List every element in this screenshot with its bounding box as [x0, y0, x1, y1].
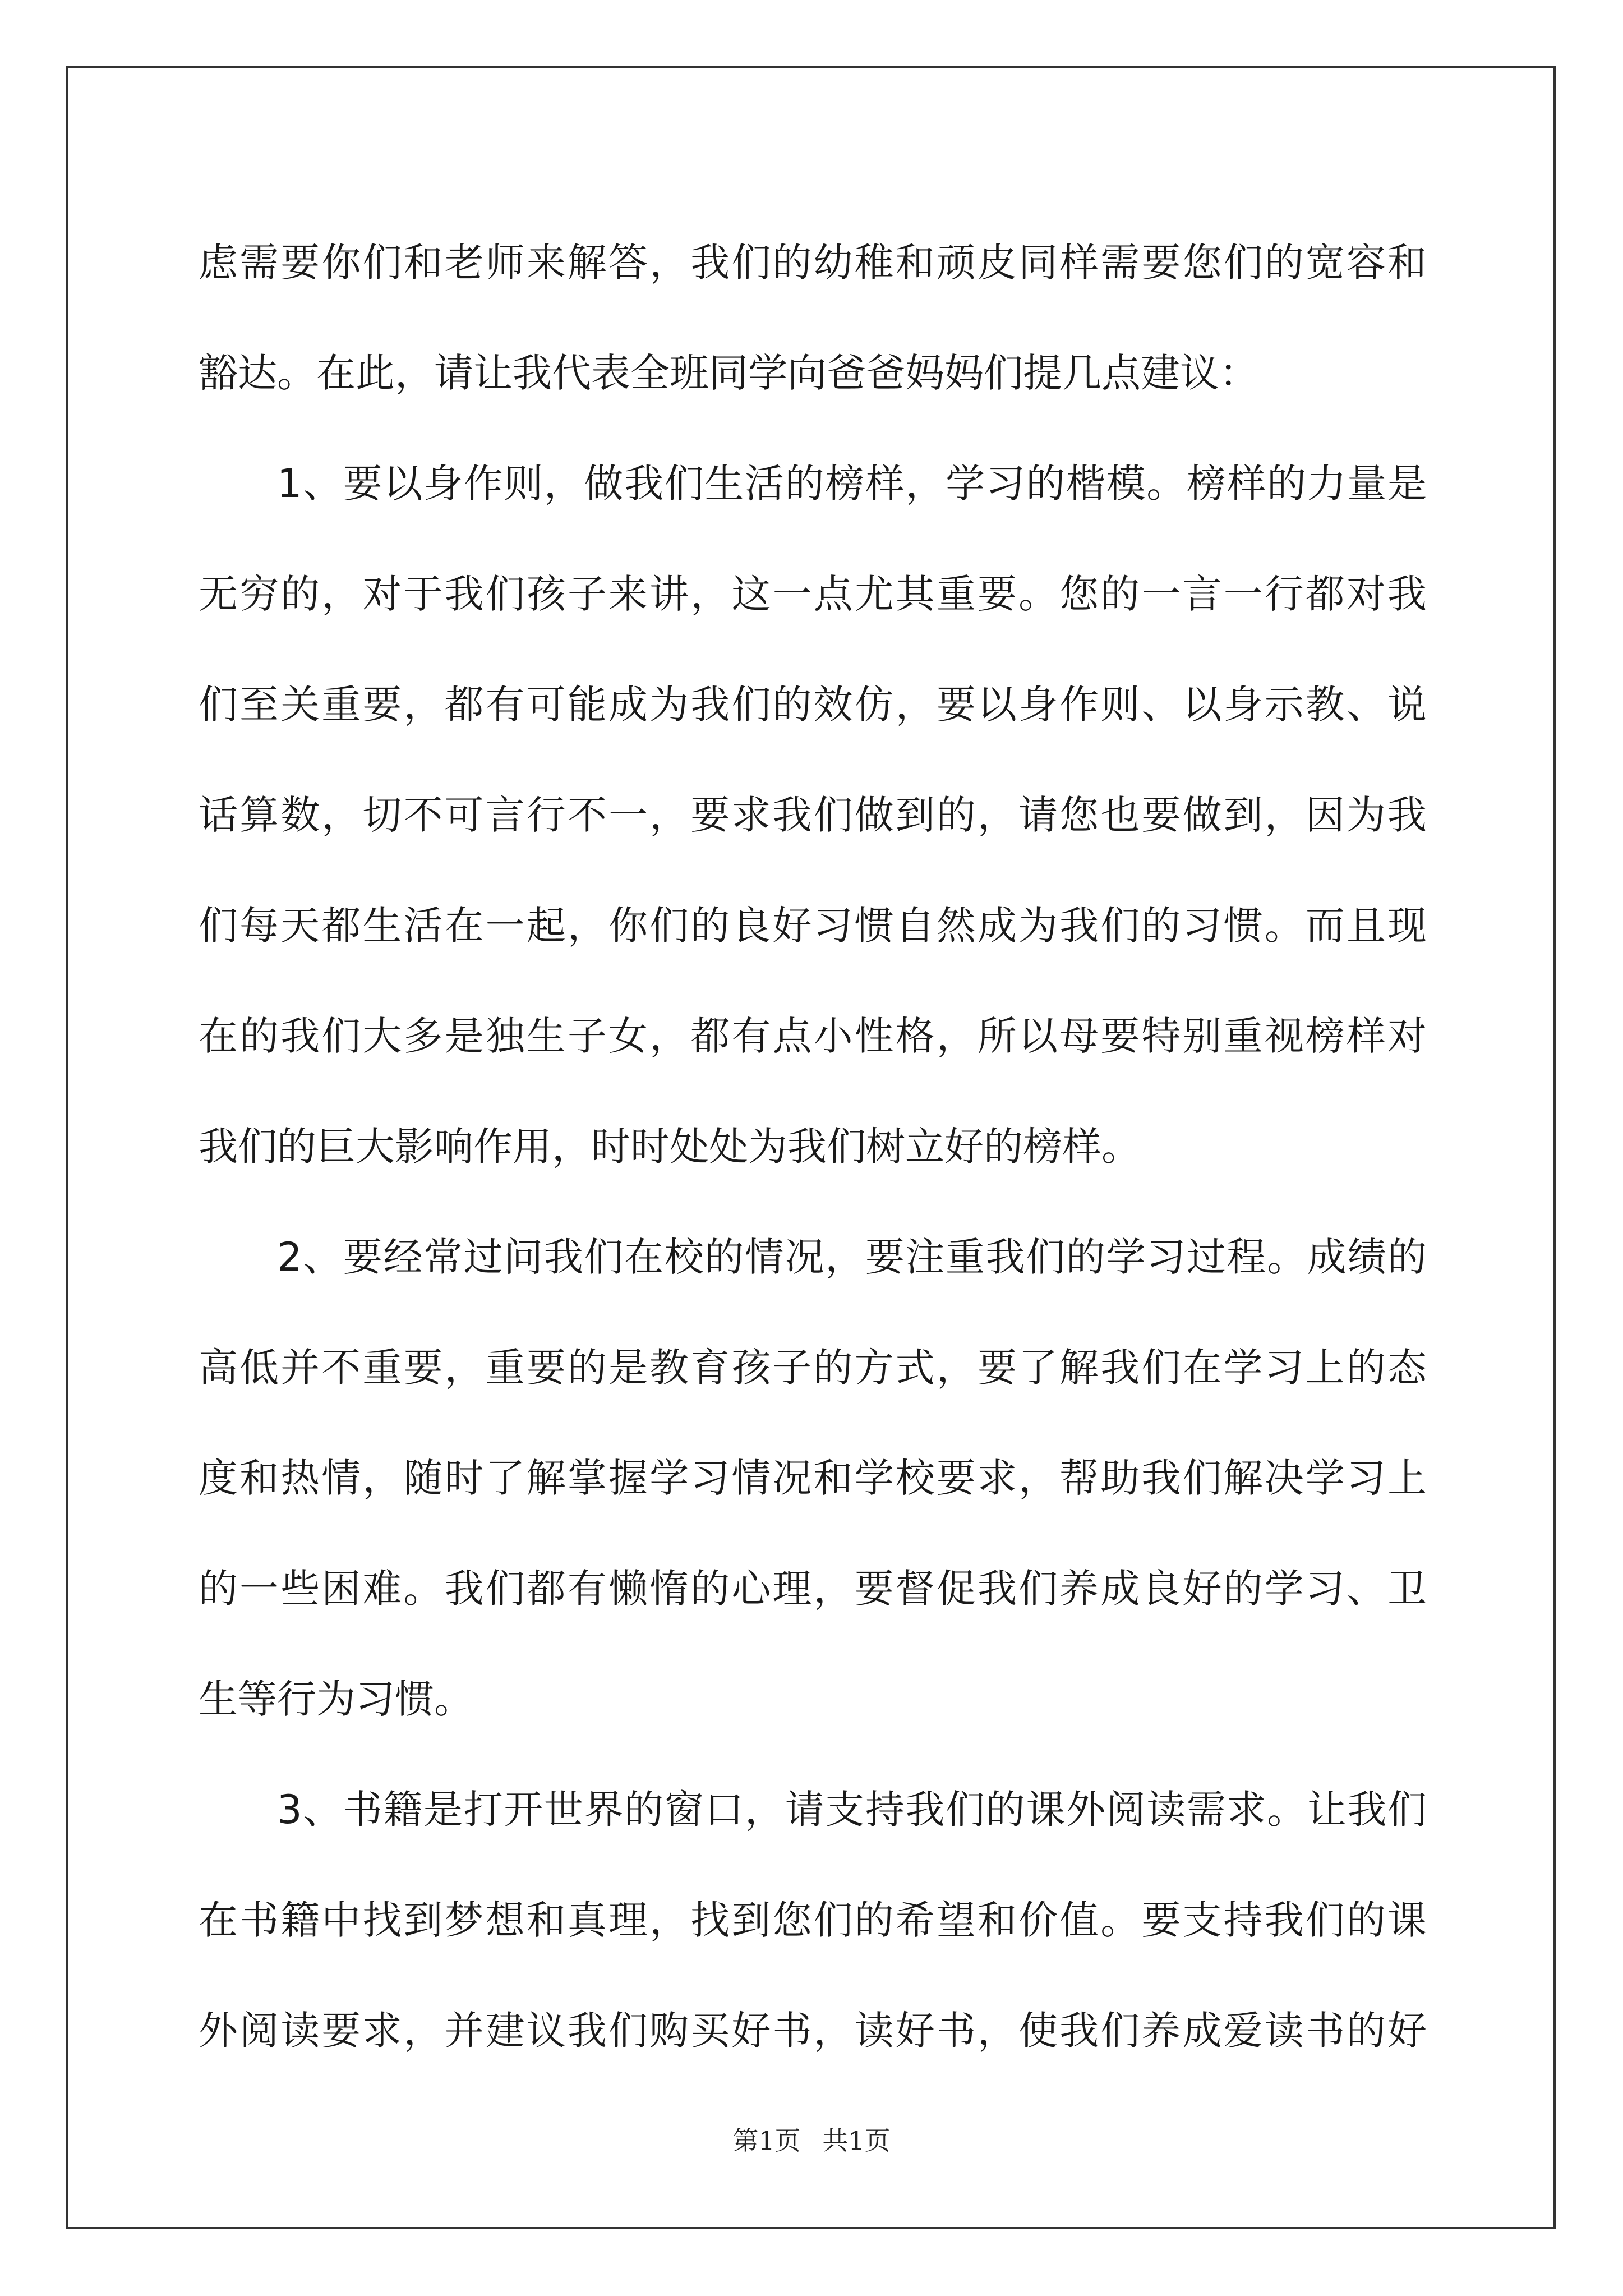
text-line: 生等行为习惯。 — [199, 1676, 473, 1722]
text-line: 外阅读要求，并建议我们购买好书，读好书，使我们养成爱读书的好 — [199, 2008, 1427, 2054]
page-number-total: 共1页 — [822, 2125, 891, 2156]
page-number-current: 第1页 — [732, 2125, 801, 2156]
text-line: 在书籍中找到梦想和真理，找到您们的希望和价值。要支持我们的课 — [199, 1897, 1427, 1943]
text-line: 高低并不重要，重要的是教育孩子的方式，要了解我们在学习上的态 — [199, 1345, 1427, 1391]
text-line: 在的我们大多是独生子女，都有点小性格，所以母要特别重视榜样对 — [199, 1013, 1427, 1059]
text-line: 话算数，切不可言行不一，要求我们做到的，请您也要做到，因为我 — [199, 792, 1427, 838]
paragraph-2-start: 2、要经常过问我们在校的情况，要注重我们的学习过程。成绩的 — [277, 1234, 1427, 1280]
text-line: 虑需要你们和老师来解答，我们的幼稚和顽皮同样需要您们的宽容和 — [199, 240, 1427, 286]
text-line: 我们的巨大影响作用，时时处处为我们树立好的榜样。 — [199, 1124, 1141, 1170]
text-line: 们每天都生活在一起，你们的良好习惯自然成为我们的习惯。而且现 — [199, 903, 1427, 949]
text-line: 们至关重要，都有可能成为我们的效仿，要以身作则、以身示教、说 — [199, 682, 1427, 728]
paragraph-1-start: 1、要以身作则，做我们生活的榜样，学习的楷模。榜样的力量是 — [277, 461, 1427, 507]
text-line: 度和热情，随时了解掌握学习情况和学校要求，帮助我们解决学习上 — [199, 1455, 1427, 1501]
document-body — [199, 208, 1427, 2086]
text-line: 豁达。在此，请让我代表全班同学向爸爸妈妈们提几点建议： — [199, 350, 1258, 396]
text-line: 无穷的，对于我们孩子来讲，这一点尤其重要。您的一言一行都对我 — [199, 571, 1427, 617]
paragraph-3-start: 3、书籍是打开世界的窗口，请支持我们的课外阅读需求。让我们 — [277, 1787, 1427, 1833]
page-footer — [0, 2120, 1623, 2157]
text-line: 的一些困难。我们都有懒惰的心理，要督促我们养成良好的学习、卫 — [199, 1566, 1427, 1612]
